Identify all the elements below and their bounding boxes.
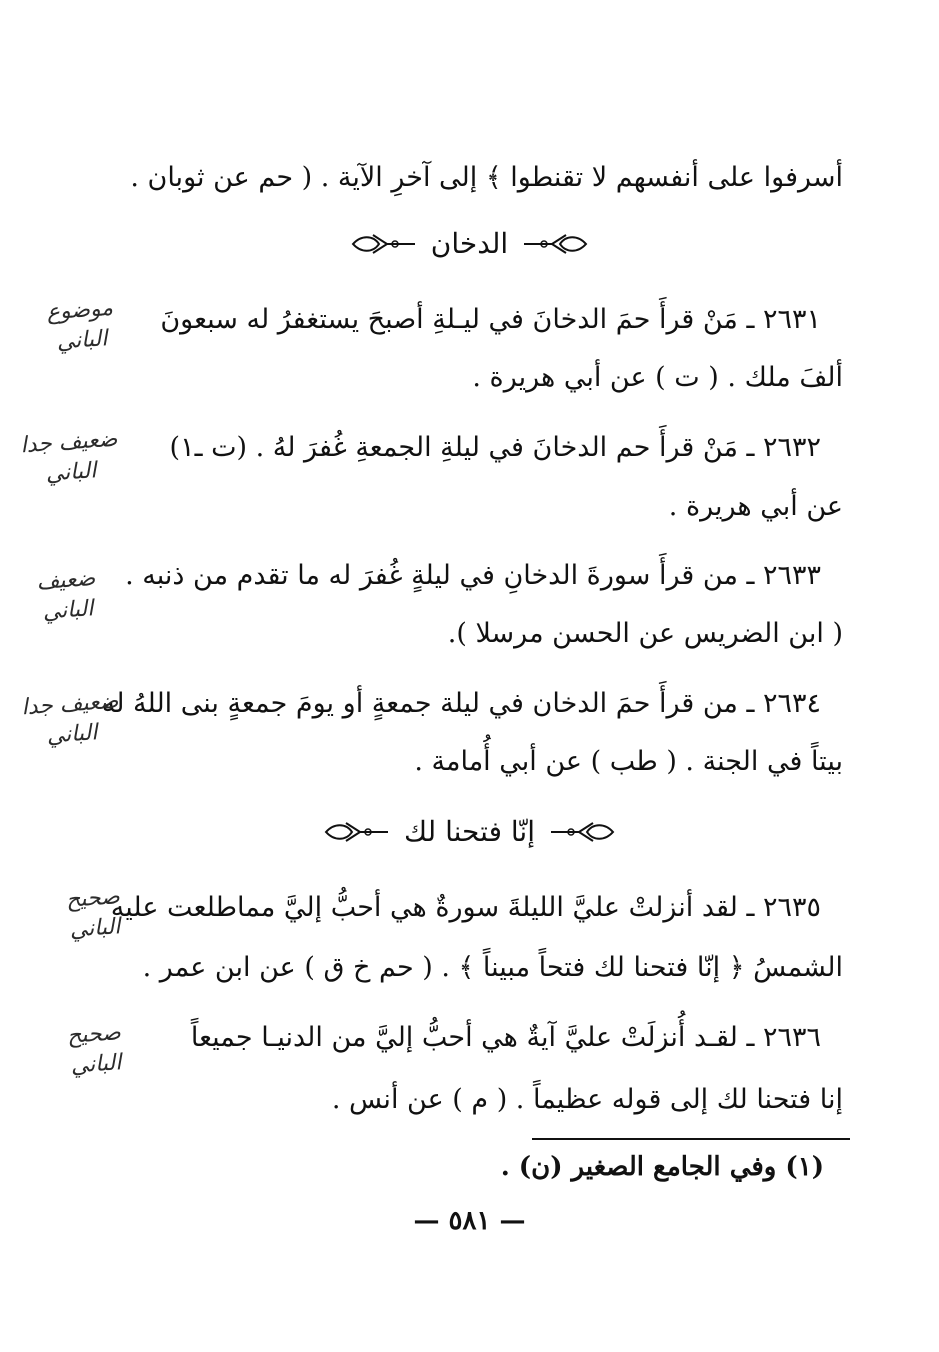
text-line: الشمسُ ﴿ إنّا فتحنا لك فتحاً مبيناً ﴾ . ( حم خ ق ) عن ابن عمر . <box>142 952 843 983</box>
text-line: ٢٦٣١ ـ مَنْ قرأَ حمَ الدخانَ في ليـلةِ أصبحَ يستغفرُ له سبعونَ <box>160 304 821 335</box>
note-grade: ضعيف جدا <box>19 426 119 459</box>
text-line: بيتاً في الجنة . ( طب ) عن أبي أُمامة . <box>414 746 843 777</box>
text-line: ٢٦٣٦ ـ لقـد أُنزلَتْ عليَّ آيةٌ هي أحبُّ إليَّ من الدنيـا جميعاً <box>190 1022 821 1053</box>
section-title: إنّا فتحنا لك <box>404 815 535 848</box>
note-source: الباني <box>68 914 122 943</box>
note-source: الباني <box>45 720 99 749</box>
note-source: الباني <box>69 1050 123 1079</box>
text-line: ٢٦٣٤ ـ من قرأَ حمَ الدخان في ليلة جمعةٍ أو يومَ جمعةٍ بنى اللهُ له <box>101 688 821 719</box>
margin-note <box>42 881 146 948</box>
ornament-left-icon <box>549 819 619 845</box>
note-grade: صحيح <box>65 884 121 913</box>
section-title: الدخان <box>430 227 509 260</box>
margin-note <box>0 423 142 493</box>
text-line: ٢٦٣٥ ـ لقد أنزلتْ عليَّ الليلةَ سورةٌ هي أحبُّ إليَّ مماطلعت عليه <box>110 892 821 923</box>
text-line: إنا فتحنا لك إلى قوله عظيماً . ( م ) عن أنس . <box>331 1084 843 1115</box>
note-source: الباني <box>41 596 95 625</box>
ornament-left-icon <box>522 231 592 257</box>
page-number: — ٥٨١ — <box>413 1206 526 1236</box>
note-grade: ضعيف جدا <box>20 688 120 721</box>
note-grade: موضوع <box>45 295 114 326</box>
section-heading-dukhan <box>0 222 939 266</box>
text-line: عن أبي هريرة . <box>668 491 843 522</box>
note-source: الباني <box>55 326 109 355</box>
footnote: (١) وفي الجامع الصغير (ن) . <box>500 1152 824 1182</box>
text-line: ألفَ ملك . ( ت ) عن أبي هريرة . <box>472 362 843 393</box>
margin-note <box>4 686 138 755</box>
text-line: أسرفوا على أنفسهم لا تقنطوا ﴾ إلى آخرِ الآية . ( حم عن ثوبان . <box>130 162 843 193</box>
note-grade: صحيح <box>66 1020 122 1049</box>
section-heading-fath <box>0 810 939 854</box>
ornament-right-icon <box>347 231 417 257</box>
ornament-right-icon <box>320 819 390 845</box>
margin-note <box>38 1016 152 1084</box>
note-source: الباني <box>44 458 98 487</box>
margin-note <box>10 562 124 630</box>
text-line: ٢٦٣٣ ـ من قرأَ سورةَ الدخانِ في ليلةٍ غُفرَ له ما تقدم من ذنبه . <box>125 560 821 591</box>
margin-note <box>24 292 138 360</box>
note-grade: ضعيف <box>35 566 97 596</box>
text-line: ٢٦٣٢ ـ مَنْ قرأَ حم الدخانَ في ليلةِ الجمعةِ غُفرَ لهُ . (ت ـ١) <box>169 432 821 463</box>
footnote-divider <box>532 1138 850 1140</box>
text-line: ( ابن الضريس عن الحسن مرسلا ). <box>447 618 843 649</box>
